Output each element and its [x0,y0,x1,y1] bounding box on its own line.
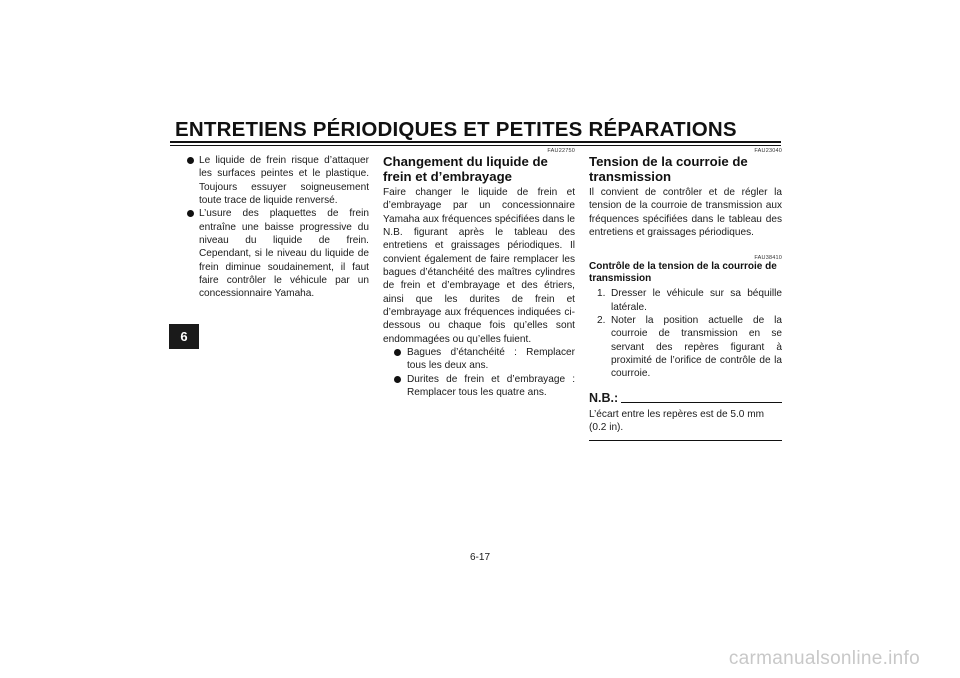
note-label: N.B.: [589,390,619,405]
reference-code: FAU23040 [754,148,782,154]
reference-code: FAU22750 [547,148,575,154]
step-text: Noter la position actuelle de la courroie de transmission en se servant des repères figurant à proximité de l’orifice de contrôle de la courroie. [611,315,782,380]
column-3 [589,148,782,441]
bullet-text: L’usure des plaquettes de frein entraîne une baisse progressive du niveau du liquide de frein. Cependant, si le niveau du liquide de frein diminue soudainement, il faut faire contrôler le véhicule par un concessionnaire Yamaha. [199,208,369,300]
column-2 [383,148,575,400]
subsection-heading: Contrôle de la tension de la courroie de transmission [589,261,777,285]
bullet-dot-icon [394,376,401,383]
page-number: 6-17 [469,552,490,563]
bullet-item [185,207,369,300]
step-text: Dresser le véhicule sur sa béquille latérale. [611,288,782,313]
page-title: ENTRETIENS PÉRIODIQUES ET PETITES RÉPARATIONS [175,118,737,141]
note-rule [621,402,782,403]
section-body: Il convient de contrôler et de régler la tension de la courroie de transmission aux fréquences spécifiées dans le tableau des entretiens et graissages périodiques. [589,187,782,239]
bullet-dot-icon [187,157,194,164]
bullet-text: Le liquide de frein risque d’attaquer les surfaces peintes et le plastique. Toujours essuyer soigneusement toute trace de liquide renversé. [199,155,369,207]
note-text: L’écart entre les repères est de 5.0 mm (0.2 in). [589,408,765,434]
section-heading: Changement du liquide de frein et d’embrayage [383,154,548,184]
bullet-dot-icon [394,349,401,356]
header-rule-thin [170,145,781,146]
watermark: carmanualsonline.info [728,648,920,669]
section-heading: Tension de la courroie de transmission [589,154,748,184]
note-bottom-rule [589,440,782,441]
bullet-text: Durites de frein et d’embrayage : Remplacer tous les quatre ans. [407,373,575,399]
bullet-dot-icon [187,210,194,217]
bullet-text: Bagues d’étanchéité : Remplacer tous les deux ans. [407,347,575,372]
bullet-item [185,154,369,207]
step-item [589,314,782,381]
step-item [589,287,782,314]
step-number: 1. [597,288,606,300]
column-1 [185,148,369,301]
chapter-tab: 6 [169,324,199,349]
reference-code: FAU38410 [754,255,782,262]
step-number: 2. [597,315,606,327]
header-rule-thick [170,141,781,143]
note-header [589,391,782,405]
section-body: Faire changer le liquide de frein et d’embrayage par un concessionnaire Yamaha aux fréquences spécifiées dans le N.B. figurant après le tableau des entretiens et graissages périodiques. Il convient également de faire remplacer les bagues d’étanchéité des maîtres cylindres de frein et d’embrayage et des étriers, ainsi que les durites de frein et d’embrayage aux fréquences indiquées ci-dessous ou chaque fois qu’elles sont endommagées ou qu’elles fuient. [383,187,575,345]
bullet-item [383,373,575,400]
bullet-item [383,346,575,373]
